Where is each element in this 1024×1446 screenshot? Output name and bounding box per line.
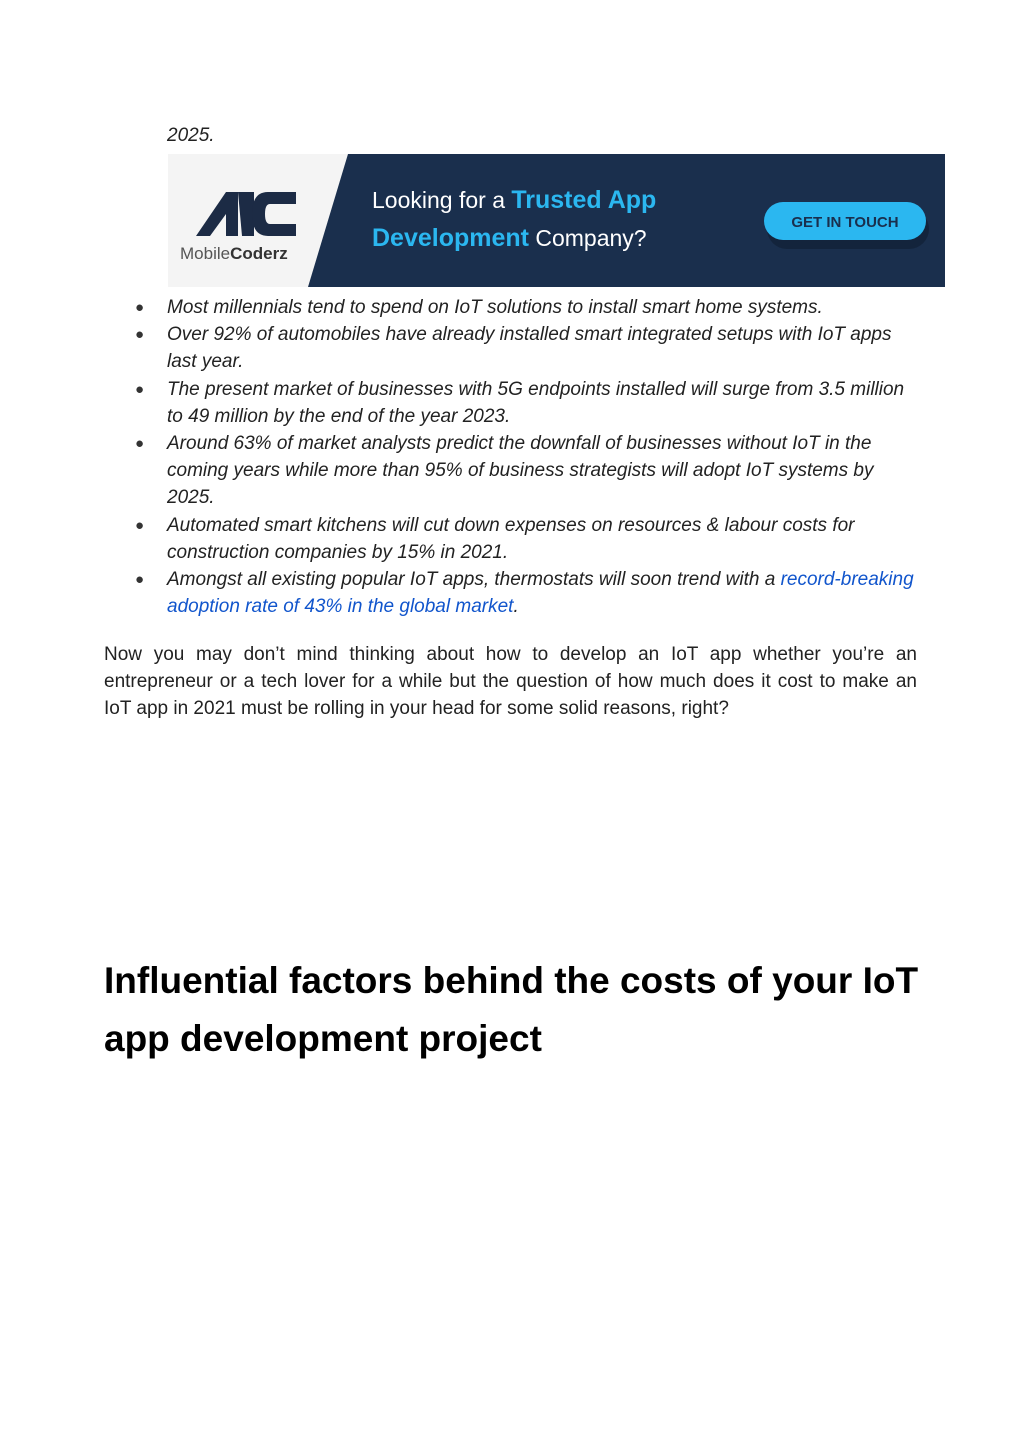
logo-brand-first: Mobile (180, 244, 231, 263)
bullet-icon: ● (135, 435, 145, 453)
bullet-icon: ● (135, 380, 145, 398)
banner-headline-line2: Development Company? (372, 224, 647, 252)
global-market-link[interactable]: record-breaking adoption rate of 43% in the global market (167, 569, 914, 618)
statistics-list (104, 294, 924, 620)
bullet-icon: ● (135, 516, 145, 534)
logo-brand-second: Coderz (230, 244, 288, 263)
body-paragraph: Now you may don’t mind thinking about how to develop an IoT app whether you’re an entrepreneur or a tech lover for a while but the question of how much does it cost to make an IoT app in 2021 must be rolling in your head for some solid reasons, right? (104, 644, 917, 720)
list-item: ● Amongst all existing popular IoT apps, thermostats will soon trend with a record-breaking adoption rate of 43% in the global market. (104, 566, 924, 620)
list-item: ● The present market of businesses with 5G endpoints installed will surge from 3.5 million to 49 million by the end of the year 2023. (104, 376, 924, 430)
banner-headline-line1: Looking for a Trusted App (372, 186, 657, 214)
bullet-icon: ● (135, 571, 145, 589)
list-item: ● Around 63% of market analysts predict the downfall of businesses without IoT in the coming years while more than 95% of business strategists will adopt IoT systems by 2025. (104, 430, 924, 512)
carry-over-text: 2025. (167, 125, 215, 146)
get-in-touch-label: GET IN TOUCH (791, 214, 899, 231)
list-item: ● Most millennials tend to spend on IoT solutions to install smart home systems. (104, 294, 924, 321)
get-in-touch-button[interactable] (764, 202, 929, 249)
list-item: ● Over 92% of automobiles have already installed smart integrated setups with IoT apps last year. (104, 321, 924, 375)
logo-wordmark (180, 244, 288, 263)
list-item: ● Automated smart kitchens will cut down expenses on resources & labour costs for construction companies by 15% in 2021. (104, 512, 924, 566)
bullet-icon: ● (135, 326, 145, 344)
bullet-icon: ● (135, 299, 145, 316)
mobilecoderz-ad-banner[interactable] (168, 154, 945, 287)
section-heading: Influential factors behind the costs of your IoT app development project (104, 960, 919, 1059)
